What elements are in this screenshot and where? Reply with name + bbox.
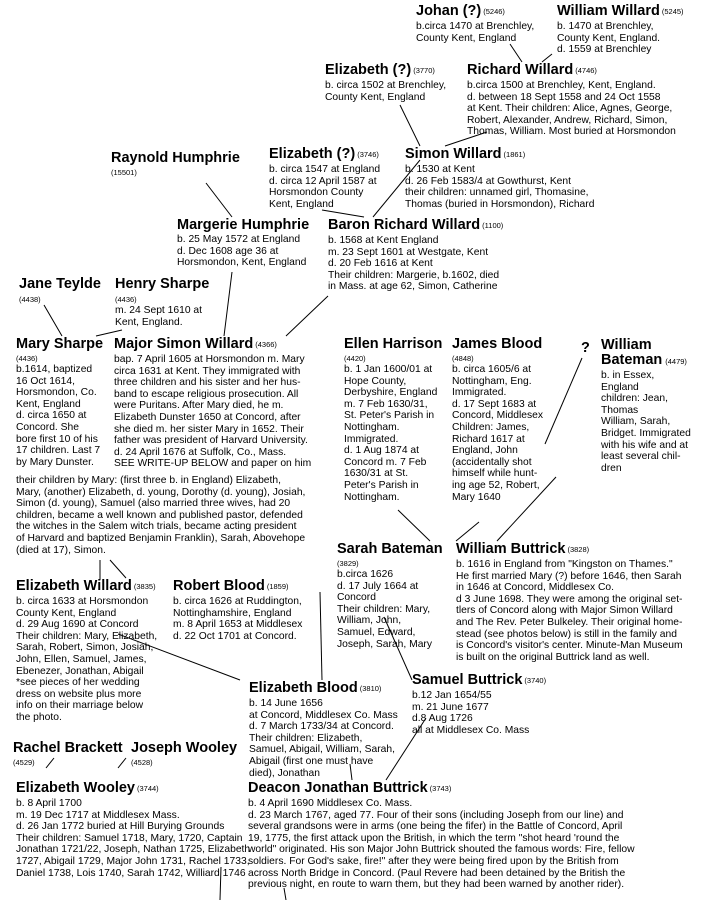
person-detail: m. 8 April 1653 at Middlesex — [173, 619, 303, 631]
children-line: of Harvard and baptized Benjamin Franklin), Sarah, Abovehope — [16, 532, 306, 544]
person-name: Robert Blood — [173, 578, 265, 594]
person-detail: b. 8 April 1700 — [16, 798, 82, 809]
person-detail: d. 17 July 1664 at — [337, 580, 419, 592]
person-detail: d. 29 Aug 1690 at Concord — [16, 619, 139, 631]
person-detail: bap. 7 April 1605 at Horsmondon m. Mary — [114, 354, 305, 365]
person-detail: tlers of Concord along with Major Simon Willard — [456, 605, 673, 617]
person-name: Margerie Humphrie — [177, 217, 310, 233]
person-detail: m. 19 Dec 1717 at Middlesex Mass. — [16, 809, 180, 821]
person-detail: Concord m. 7 Feb — [344, 456, 427, 468]
person-detail: 1727, Abigail 1729, Major John 1731, Rachel 1733, — [16, 855, 250, 867]
person-detail: (accidentally shot — [452, 456, 532, 468]
person-detail: all at Middlesex Co. Mass — [412, 724, 530, 736]
person-elizabeth-wooley — [16, 780, 250, 879]
person-name: Raynold Humphrie — [111, 150, 240, 166]
person-detail: b. 1470 at Brenchley, — [557, 21, 654, 32]
person-detail: b. 1616 in England from "Kingston on Thames." — [456, 559, 673, 570]
person-detail: Their children: Elizabeth, — [249, 732, 363, 744]
person-detail: Thomas, William. Most buried at Horsmondon — [467, 126, 676, 138]
person-detail: Daniel 1738, Lois 1740, Sarah 1742, Williard 1746 — [16, 867, 246, 879]
person-id: (3743) — [429, 784, 452, 793]
person-detail: b. circa 1547 at England — [269, 164, 381, 175]
person-detail: d. between 18 Sept 1558 and 24 Oct 1558 — [467, 91, 661, 103]
person-detail: is built on the original Buttrick land as well. — [456, 651, 650, 663]
person-detail: Concord. She — [16, 421, 79, 433]
person-william-buttrick — [456, 541, 683, 663]
person-detail: dress on website plus more — [16, 688, 142, 700]
person-id: (3829) — [337, 559, 359, 568]
person-detail: b.circa 1500 at Brenchley, Kent, England. — [467, 80, 656, 91]
person-detail: dren — [601, 462, 622, 474]
person-richard-willard — [467, 62, 676, 138]
children-line: children, became a well known and published pastor, defended — [16, 509, 303, 521]
person-detail: b. circa 1502 at Brenchley, — [325, 80, 447, 91]
person-detail: Nottinghamshire, England — [173, 607, 292, 619]
person-name: Rachel Brackett — [13, 740, 123, 756]
person-detail: d. 1 Aug 1874 at — [344, 445, 420, 457]
person-detail: Their children: Margerie, b.1602, died — [328, 269, 500, 281]
person-detail: d. Dec 1608 age 36 at — [177, 245, 279, 257]
person-detail: b.1614, baptized — [16, 364, 93, 375]
person-detail: Peter's Parish in — [344, 479, 419, 491]
person-detail: County Kent, England. — [557, 32, 661, 44]
person-id: (4479) — [665, 357, 687, 366]
person-detail: d. circa 12 April 1587 at — [269, 175, 377, 187]
person-elizabeth-blood — [249, 680, 398, 779]
person-name: Deacon Jonathan Buttrick — [248, 780, 428, 796]
person-detail: d. 22 Oct 1701 at Concord. — [173, 630, 297, 642]
person-detail: least several chil- — [601, 451, 681, 463]
person-detail: b. 14 June 1656 — [249, 698, 323, 709]
person-id: (3770) — [413, 66, 435, 75]
person-detail: 17 children. Last 7 — [16, 445, 101, 457]
person-johan — [416, 3, 534, 44]
person-detail: d. 24 April 1676 at Suffolk, Co., Mass. — [114, 446, 287, 458]
person-detail: Nottingham, Eng. — [452, 375, 532, 387]
person-joseph-wooley — [131, 740, 237, 767]
person-mary-sharpe — [16, 336, 103, 468]
person-detail: stead (see photos below) is still in the family and — [456, 628, 677, 640]
person-name: Richard Willard — [467, 62, 574, 78]
person-detail: m. 7 Feb 1630/31, — [344, 398, 428, 410]
person-name: Elizabeth Wooley — [16, 780, 135, 796]
person-detail: by Mary Dunster. — [16, 456, 94, 468]
person-detail: County Kent, England — [16, 607, 117, 619]
person-detail: William, Sarah, — [601, 416, 671, 428]
person-detail: 16 Oct 1614, — [16, 375, 75, 387]
person-name: William Buttrick — [456, 541, 566, 557]
person-detail: previous night, en route to warn them, but they had been warned by another rider). — [248, 879, 625, 891]
person-id: (4436) — [16, 354, 38, 363]
person-detail: soldiers. For God's sake, fire!" after they were being fired upon by the British from — [248, 855, 619, 867]
person-detail: d. 1559 at Brenchley — [557, 44, 652, 56]
person-detail: Joseph, Sarah, Mary — [337, 638, 433, 650]
person-id: (3746) — [357, 150, 379, 159]
person-william-bateman — [601, 338, 701, 474]
person-detail: and The Rev. Peter Bulkeley. Their original home- — [456, 616, 683, 628]
person-detail: b. in Essex, — [601, 370, 655, 381]
person-detail: Thomas — [601, 404, 639, 416]
person-elizabeth-willard — [16, 578, 157, 724]
person-detail: Concord — [337, 592, 376, 604]
children-line: Mary, (another) Elizabeth, d. young, Dorothy (d. young), Josiah, — [16, 486, 306, 498]
person-detail: Samuel, Abigail, William, Sarah, — [249, 744, 395, 756]
person-detail: himself while hunt- — [452, 468, 538, 480]
person-detail: Their children: Mary, Elizabeth, — [16, 630, 158, 642]
person-detail: Their children: Mary, — [337, 603, 431, 615]
person-henry-sharpe — [115, 276, 209, 328]
person-detail: England, John — [452, 445, 518, 457]
person-detail: b. 4 April 1690 Middlesex Co. Mass. — [248, 798, 413, 809]
person-name: Samuel Buttrick — [412, 672, 523, 688]
person-name: Elizabeth Blood — [249, 680, 358, 696]
person-id: (15501) — [111, 168, 137, 177]
person-name: William Willard — [557, 3, 660, 19]
person-detail: Kent, England — [269, 198, 334, 210]
person-samuel-buttrick — [412, 672, 546, 736]
person-detail: at Concord, Middlesex Co. Mass — [249, 709, 398, 721]
person-detail: Richard 1617 at — [452, 433, 525, 445]
person-detail: *see pieces of her wedding — [16, 677, 140, 689]
person-name: Johan (?) — [416, 3, 482, 19]
person-id: (3828) — [567, 545, 590, 554]
person-id: (4436) — [115, 295, 137, 304]
person-id: (3835) — [133, 582, 156, 591]
major-simon-willard-children — [16, 475, 305, 556]
person-detail: in Mass. at age 62, Simon, Catherine — [328, 281, 498, 293]
person-detail: b. circa 1626 at Ruddington, — [173, 596, 302, 607]
person-id: (4848) — [452, 354, 474, 363]
person-detail: Horsmondon, Co. — [16, 387, 97, 399]
person-detail: several grandsons were in arms (one being the fifer) in the Battle of Concord, April — [248, 821, 623, 833]
person-detail: b.circa 1470 at Brenchley, — [416, 21, 535, 32]
person-detail: is Concord's visitor's center. Minute-Man Museum — [456, 640, 683, 652]
person-detail: Their children: Samuel 1718, Mary, 1720, Captain — [16, 832, 243, 844]
person-detail: John, Ellen, Samuel, James, — [16, 653, 147, 665]
person-detail: Horsmondon County — [269, 187, 364, 199]
person-name: Jane Teylde — [19, 276, 101, 292]
person-id: (1859) — [266, 582, 289, 591]
person-detail: circa 1631 at Kent. They immigrated with — [114, 365, 301, 377]
person-detail: Thomas (buried in Horsmondon), Richard — [405, 198, 595, 210]
person-detail: their children: unnamed girl, Thomasine, — [405, 187, 589, 199]
person-detail: b. 25 May 1572 at England — [177, 234, 301, 245]
person-detail: m. 23 Sept 1601 at Westgate, Kent — [328, 246, 489, 258]
person-detail: William, John, — [337, 615, 402, 627]
person-simon-willard — [405, 146, 594, 210]
person-detail: band to escape religious prosecution. All — [114, 388, 299, 400]
person-id: (3744) — [136, 784, 159, 793]
person-detail: St. Peter's Parish in — [344, 410, 435, 422]
person-unknown: ? — [581, 340, 590, 356]
person-detail: d. 26 Jan 1772 buried at Hill Burying Grounds — [16, 821, 225, 833]
children-line: their children by Mary: (first three b. in England) Elizabeth, — [16, 475, 281, 486]
person-detail: at Kent. Their children: Alice, Agnes, George, — [467, 103, 673, 115]
person-detail: b. 1568 at Kent England — [328, 235, 439, 246]
person-detail: she died m. her sister Mary in 1652. Their — [114, 423, 304, 435]
person-detail: father was president of Harvard University. — [114, 435, 308, 447]
person-detail: ing age 52, Robert, — [452, 479, 540, 491]
person-id: (4529) — [13, 758, 35, 767]
person-detail: m. 24 Sept 1610 at — [115, 305, 203, 316]
person-detail: Ebenezer, Jonathan, Abigail — [16, 665, 144, 677]
person-raynold-humphrie — [111, 150, 240, 177]
person-detail: d. 23 March 1767, aged 77. Four of their sons (including Joseph from our line) and — [248, 809, 624, 821]
person-detail: b. circa 1605/6 at — [452, 364, 531, 375]
person-detail: d. 7 March 1733/34 at Concord. — [249, 721, 394, 733]
person-id: (4438) — [19, 295, 41, 304]
person-robert-blood — [173, 578, 302, 642]
person-id: (1861) — [503, 150, 526, 159]
person-detail: Samuel, Edward, — [337, 626, 416, 638]
person-detail: world" originated. His son Major John Buttrick shouted the famous words: Fire, fellow — [248, 844, 635, 856]
person-detail: Hope County, — [344, 375, 407, 387]
person-detail: Children: James, — [452, 421, 530, 433]
person-detail: info on their marriage below — [16, 700, 144, 712]
person-detail: across North Bridge in Concord. (Paul Revere had been detained by the British the — [248, 867, 626, 879]
person-detail: b.12 Jan 1654/55 — [412, 690, 492, 701]
person-name: Ellen Harrison — [344, 336, 443, 352]
person-detail: children: Jean, — [601, 393, 668, 405]
person-detail: England — [601, 381, 639, 393]
person-name: Elizabeth (?) — [269, 146, 356, 162]
person-detail: bore first 10 of his — [16, 433, 98, 445]
person-id: (5245) — [661, 7, 684, 16]
person-detail: m. 21 June 1677 — [412, 701, 489, 713]
person-detail: SEE WRITE-UP BELOW and paper on him — [114, 458, 312, 470]
person-sarah-bateman — [337, 541, 443, 650]
person-id: (4528) — [131, 758, 153, 767]
person-name: Major Simon Willard — [114, 336, 254, 352]
person-name: Baron Richard Willard — [328, 217, 481, 233]
person-detail: Derbyshire, England — [344, 387, 438, 399]
children-line: Simon (d. young), Samuel (also married three wives, had 20 — [16, 498, 291, 510]
person-name: Joseph Wooley — [131, 740, 238, 756]
person-detail: Jonathan 1721/22, Joseph, Nathan 1725, Elizabeth — [16, 844, 251, 856]
person-detail: Immigrated. — [452, 387, 507, 399]
person-name: Mary Sharpe — [16, 336, 104, 352]
person-name: Henry Sharpe — [115, 276, 210, 292]
person-name: Simon Willard — [405, 146, 502, 162]
person-baron-richard-willard — [328, 217, 503, 293]
person-deacon-jonathan-buttrick — [248, 780, 635, 891]
person-detail: b. circa 1633 at Horsmondon — [16, 596, 149, 607]
person-detail: Robert, Alexander, Andrew, Richard, Simon, — [467, 114, 668, 126]
person-detail: Abigail (first one must have — [249, 755, 374, 767]
person-id: (3810) — [359, 684, 382, 693]
person-detail: with his wife and at — [601, 439, 688, 451]
person-detail: Sarah, Robert, Simon, Josiah, — [16, 642, 154, 654]
person-detail: Kent, England. — [115, 316, 183, 328]
person-name: Elizabeth Willard — [16, 578, 132, 594]
person-detail: 1630/31 at St. — [344, 468, 409, 480]
person-detail: d. 26 Feb 1583/4 at Gowthurst, Kent — [405, 175, 571, 187]
person-margerie-humphrie — [177, 217, 309, 269]
person-detail: d. 17 Sept 1683 at — [452, 398, 537, 410]
person-detail: Elizabeth Dunster 1650 at Concord, after — [114, 411, 301, 423]
person-elizabeth-3746 — [269, 146, 380, 210]
person-detail: three children and his sister and her hus- — [114, 377, 301, 389]
person-detail: in 1646 at Concord, Middlesex Co. — [456, 582, 614, 594]
person-detail: d. 20 Feb 1616 at Kent — [328, 258, 433, 270]
person-name: James Blood — [452, 336, 543, 352]
person-elizabeth-3770 — [325, 62, 446, 103]
person-detail: died), Jonathan — [249, 767, 320, 779]
person-name: Elizabeth (?) — [325, 62, 412, 78]
person-detail: b. 1530 at Kent — [405, 164, 475, 175]
person-detail: Immigrated. — [344, 433, 399, 445]
person-id: (5246) — [483, 7, 505, 16]
person-id: (3740) — [524, 676, 547, 685]
person-detail: Kent, England — [16, 398, 81, 410]
person-detail: County Kent, England — [416, 32, 517, 44]
person-name: William Bateman — [601, 337, 663, 368]
person-ellen-harrison — [344, 336, 442, 503]
person-detail: were Puritans. After Mary died, he m. — [114, 400, 284, 412]
person-detail: Concord, Middlesex — [452, 410, 543, 422]
person-detail: Mary 1640 — [452, 491, 501, 503]
person-detail: b. 1 Jan 1600/01 at — [344, 364, 433, 375]
children-line: the witches in the Salem witch trials, became acting president — [16, 521, 297, 533]
person-detail: He first married Mary (?) before 1646, then Sarah — [456, 570, 682, 582]
person-james-blood — [452, 336, 543, 503]
person-name: Sarah Bateman — [337, 541, 443, 557]
person-detail: b.circa 1626 — [337, 569, 394, 580]
children-line: (died at 17), Simon. — [16, 544, 106, 556]
person-major-simon-willard — [114, 336, 311, 470]
person-rachel-brackett — [13, 740, 123, 767]
person-jane-teylde — [19, 276, 101, 304]
person-id: (4420) — [344, 354, 366, 363]
person-id: (4746) — [575, 66, 597, 75]
person-detail: Nottingham. — [344, 491, 400, 503]
person-detail: d 3 June 1698. They were among the original set- — [456, 593, 683, 605]
person-id: (1100) — [482, 221, 504, 230]
person-william-willard — [557, 3, 684, 56]
person-detail: Horsmondon, Kent, England — [177, 257, 307, 269]
person-detail: the photo. — [16, 711, 62, 723]
person-detail: County Kent, England — [325, 91, 426, 103]
person-detail: Bridget. Immigrated — [601, 427, 691, 439]
person-detail: d.8 Aug 1726 — [412, 713, 473, 725]
person-detail: 19, 1775, the first attack upon the British, in which the term "shot heard 'round the — [248, 832, 620, 844]
person-detail: Nottingham. — [344, 421, 400, 433]
person-id: (4366) — [255, 340, 277, 349]
person-detail: d. circa 1650 at — [16, 410, 87, 422]
